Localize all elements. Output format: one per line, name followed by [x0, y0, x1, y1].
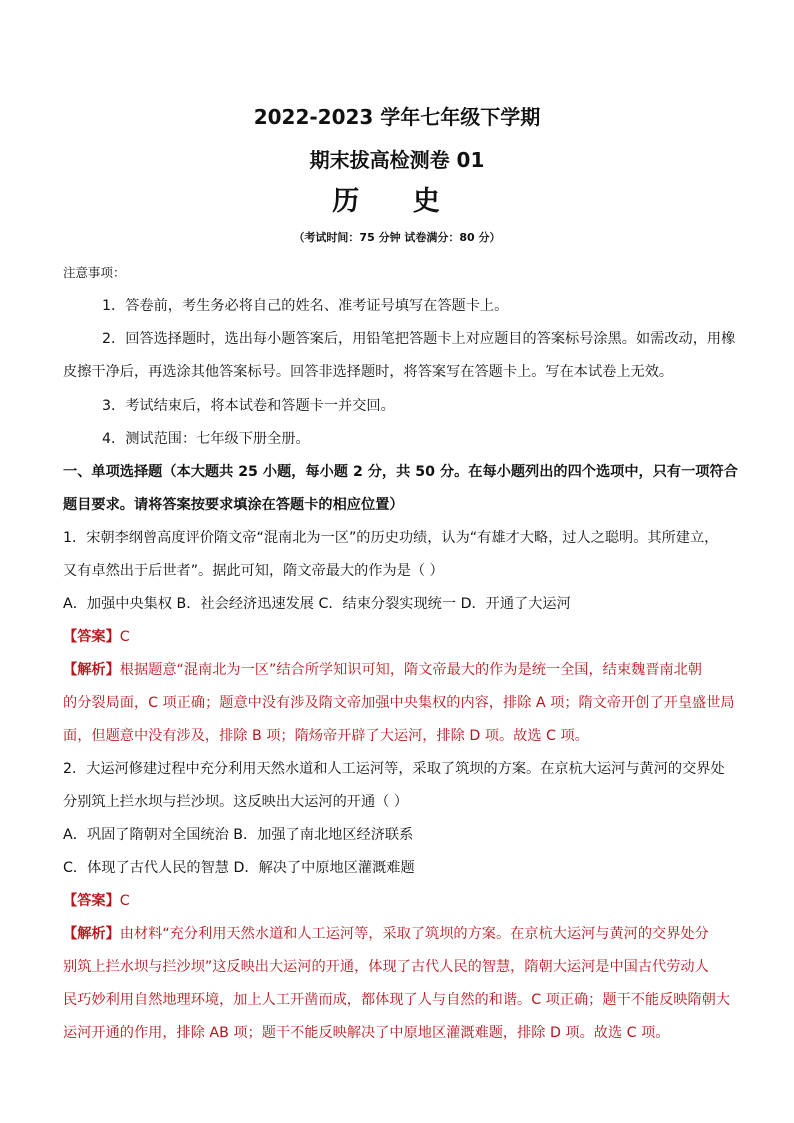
question-1-analysis	[63, 661, 702, 679]
section-heading-continued: 题目要求。请将答案按要求填涂在答题卡的相应位置）	[63, 497, 404, 513]
exam-title: 2022-2023 学年七年级下学期	[253, 105, 541, 129]
analysis-text: 的分裂局面，C 项正确；题意中没有涉及隋文帝加强中央集权的内容，排除 A 项；隋文帝开创了开皇盛世局	[63, 695, 735, 711]
notice-item: 3．考试结束后，将本试卷和答题卡一并交回。	[102, 398, 395, 414]
notice-item: 1．答卷前，考生务必将自己的姓名、准考证号填写在答题卡上。	[102, 298, 509, 314]
answer-label: 【答案】	[63, 893, 120, 909]
question-2-analysis	[63, 925, 709, 943]
notice-item-continued: 皮擦干净后，再选涂其他答案标号。回答非选择题时，将答案写在答题卡上。写在本试卷上无效。	[63, 364, 674, 380]
question-2-stem: 2．大运河修建过程中充分利用天然水道和人工运河等，采取了筑坝的方案。在京杭大运河与黄河的交界处	[63, 761, 725, 777]
answer-value: C	[119, 629, 130, 645]
question-2-answer	[63, 892, 130, 910]
notice-item: 2．回答选择题时，选出每小题答案后，用铅笔把答题卡上对应题目的答案标号涂黑。如需改动，用橡	[102, 331, 736, 347]
exam-subtitle: 期末拔高检测卷 01	[309, 148, 485, 172]
question-2-options: C．体现了古代人民的智慧 D．解决了中原地区灌溉难题	[63, 860, 415, 876]
notice-item: 4．测试范围：七年级下册全册。	[102, 431, 310, 447]
exam-info: （考试时间：75 分钟 试卷满分：80 分）	[293, 231, 501, 244]
subject-title: 历 史	[332, 186, 462, 217]
question-1-options: A．加强中央集权 B．社会经济迅速发展 C．结束分裂实现统一 D．开通了大运河	[63, 596, 571, 612]
question-1-answer	[63, 628, 130, 646]
analysis-label: 【解析】	[63, 926, 120, 942]
question-2-stem-continued: 分别筑上拦水坝与拦沙坝。这反映出大运河的开通（ ）	[63, 794, 409, 810]
answer-value: C	[119, 893, 130, 909]
question-1-stem-continued: 又有卓然出于后世者”。据此可知，隋文帝最大的作为是（ ）	[63, 563, 444, 579]
notice-heading: 注意事项：	[63, 265, 126, 280]
analysis-text: 别筑上拦水坝与拦沙坝”这反映出大运河的开通，体现了古代人民的智慧，隋朝大运河是中国古代劳动人	[63, 959, 709, 975]
question-2-options: A．巩固了隋朝对全国统治 B．加强了南北地区经济联系	[63, 827, 414, 843]
analysis-label: 【解析】	[63, 662, 120, 678]
answer-label: 【答案】	[63, 629, 120, 645]
analysis-text: 面，但题意中没有涉及，排除 B 项；隋炀帝开辟了大运河，排除 D 项。故选 C 项。	[63, 728, 589, 744]
section-heading: 一、单项选择题（本大题共 25 小题，每小题 2 分，共 50 分。在每小题列出的四个选项中，只有一项符合	[63, 464, 738, 480]
analysis-text: 由材料“充分利用天然水道和人工运河等，采取了筑坝的方案。在京杭大运河与黄河的交界处分	[119, 926, 709, 942]
analysis-text: 根据题意“混南北为一区”结合所学知识可知，隋文帝最大的作为是统一全国，结束魏晋南北朝	[119, 662, 702, 678]
question-1-stem: 1．宋朝李纲曾高度评价隋文帝“混南北为一区”的历史功绩，认为“有雄才大略，过人之聪明。其所建立，	[63, 530, 719, 546]
analysis-text: 运河开通的作用，排除 AB 项；题干不能反映解决了中原地区灌溉难题，排除 D 项。故选 C 项。	[63, 1025, 670, 1041]
analysis-text: 民巧妙利用自然地理环境，加上人工开凿而成，都体现了人与自然的和谐。C 项正确；题干不能反映隋朝大	[63, 992, 731, 1008]
